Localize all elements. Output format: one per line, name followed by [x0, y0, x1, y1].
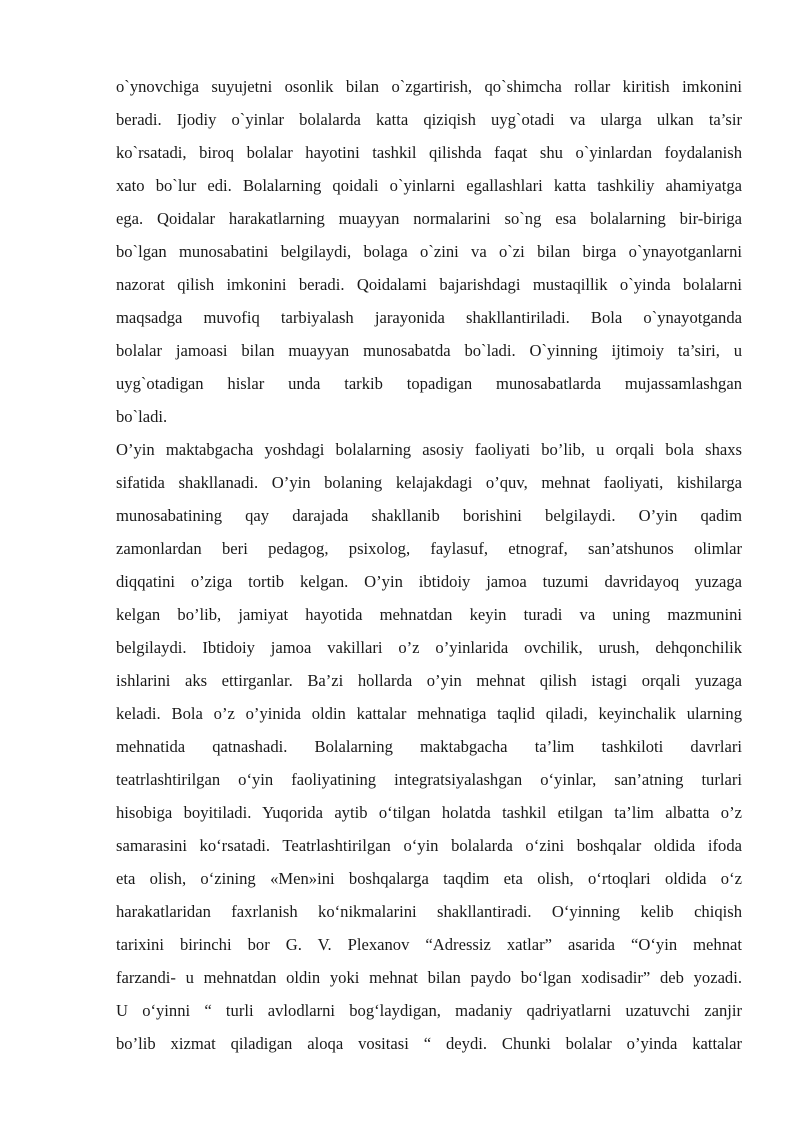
text-line: zamonlardan beri pedagog, psixolog, faylasuf, etnograf, san’atshunos olimlar: [116, 539, 742, 558]
text-line: bo’lib xizmat qiladigan aloqa vositasi “ deydi. Chunki bolalar o’yinda kattalar: [116, 1034, 742, 1053]
text-line: uyg`otadigan hislar unda tarkib topadigan munosabatlarda mujassamlashgan: [116, 374, 742, 393]
text-line: bo`lgan munosabatini belgilaydi, bolaga o`zini va o`zi bilan birga o`ynayotganlarni: [116, 242, 742, 261]
text-line: hisobiga boyitiladi. Yuqorida aytib o‘tilgan holatda tashkil etilgan ta’lim albatta o’z: [116, 803, 742, 822]
text-line: bolalar jamoasi bilan muayyan munosabatda bo`ladi. O`yinning ijtimoiy ta’siri, u: [116, 341, 742, 360]
text-line: bo`ladi.: [116, 407, 168, 426]
text-line: ishlarini aks ettirganlar. Ba’zi hollarda o’yin mehnat qilish istagi orqali yuzaga: [116, 671, 742, 690]
text-line: tarixini birinchi bor G. V. Plexanov “Adressiz xatlar” asarida “O‘yin mehnat: [116, 935, 742, 954]
text-line: ega. Qoidalar harakatlarning muayyan normalarini so`ng esa bolalarning bir-biriga: [116, 209, 742, 228]
text-line: kelgan bo’lib, jamiyat hayotida mehnatdan keyin turadi va uning mazmunini: [116, 605, 742, 624]
text-line: belgilaydi. Ibtidoiy jamoa vakillari o’z o’yinlarida ovchilik, urush, dehqonchilik: [116, 638, 742, 657]
text-line: mehnatida qatnashadi. Bolalarning maktabgacha ta’lim tashkiloti davrlari: [116, 737, 742, 756]
text-line: samarasini ko‘rsatadi. Teatrlashtirilgan o‘yin bolalarda o‘zini boshqalar oldida ifoda: [116, 836, 742, 855]
text-line: diqqatini o’ziga tortib kelgan. O’yin ibtidoiy jamoa tuzumi davridayoq yuzaga: [116, 572, 742, 591]
text-line: keladi. Bola o’z o’yinida oldin kattalar mehnatiga taqlid qiladi, keyinchalik ularning: [116, 704, 742, 723]
document-page: [116, 70, 742, 1060]
text-line: o`ynovchiga suyujetni osonlik bilan o`zgartirish, qo`shimcha rollar kiritish imkonini: [116, 77, 742, 96]
text-line: O’yin maktabgacha yoshdagi bolalarning asosiy faoliyati bo’lib, u orqali bola shaxs: [116, 440, 742, 459]
text-line: xato bo`lur edi. Bolalarning qoidali o`yinlarni egallashlari katta tashkiliy ahamiyatga: [116, 176, 742, 195]
text-line: ko`rsatadi, biroq bolalar hayotini tashkil qilishda faqat shu o`yinlardan foydalanish: [116, 143, 742, 162]
text-line: munosabatining qay darajada shakllanib borishini belgilaydi. O’yin qadim: [116, 506, 742, 525]
text-line: beradi. Ijodiy o`yinlar bolalarda katta qiziqish uyg`otadi va ularga ulkan ta’sir: [116, 110, 742, 129]
text-line: nazorat qilish imkonini beradi. Qoidalami bajarishdagi mustaqillik o`yinda bolalarni: [116, 275, 742, 294]
text-line: farzandi- u mehnatdan oldin yoki mehnat bilan paydo bo‘lgan xodisadir” deb yozadi.: [116, 968, 742, 987]
text-line: U o‘yinni “ turli avlodlarni bog‘laydigan, madaniy qadriyatlarni uzatuvchi zanjir: [116, 1001, 742, 1020]
text-line: sifatida shakllanadi. O’yin bolaning kelajakdagi o’quv, mehnat faoliyati, kishilarga: [116, 473, 742, 492]
text-line: harakatlaridan faxrlanish ko‘nikmalarini shakllantiradi. O‘yinning kelib chiqish: [116, 902, 742, 921]
text-line: maqsadga muvofiq tarbiyalash jarayonida shakllantiriladi. Bola o`ynayotganda: [116, 308, 742, 327]
text-line: eta olish, o‘zining «Men»ini boshqalarga taqdim eta olish, o‘rtoqlari oldida o‘z: [116, 869, 742, 888]
text-line: teatrlashtirilgan o‘yin faoliyatining integratsiyalashgan o‘yinlar, san’atning turlari: [116, 770, 742, 789]
